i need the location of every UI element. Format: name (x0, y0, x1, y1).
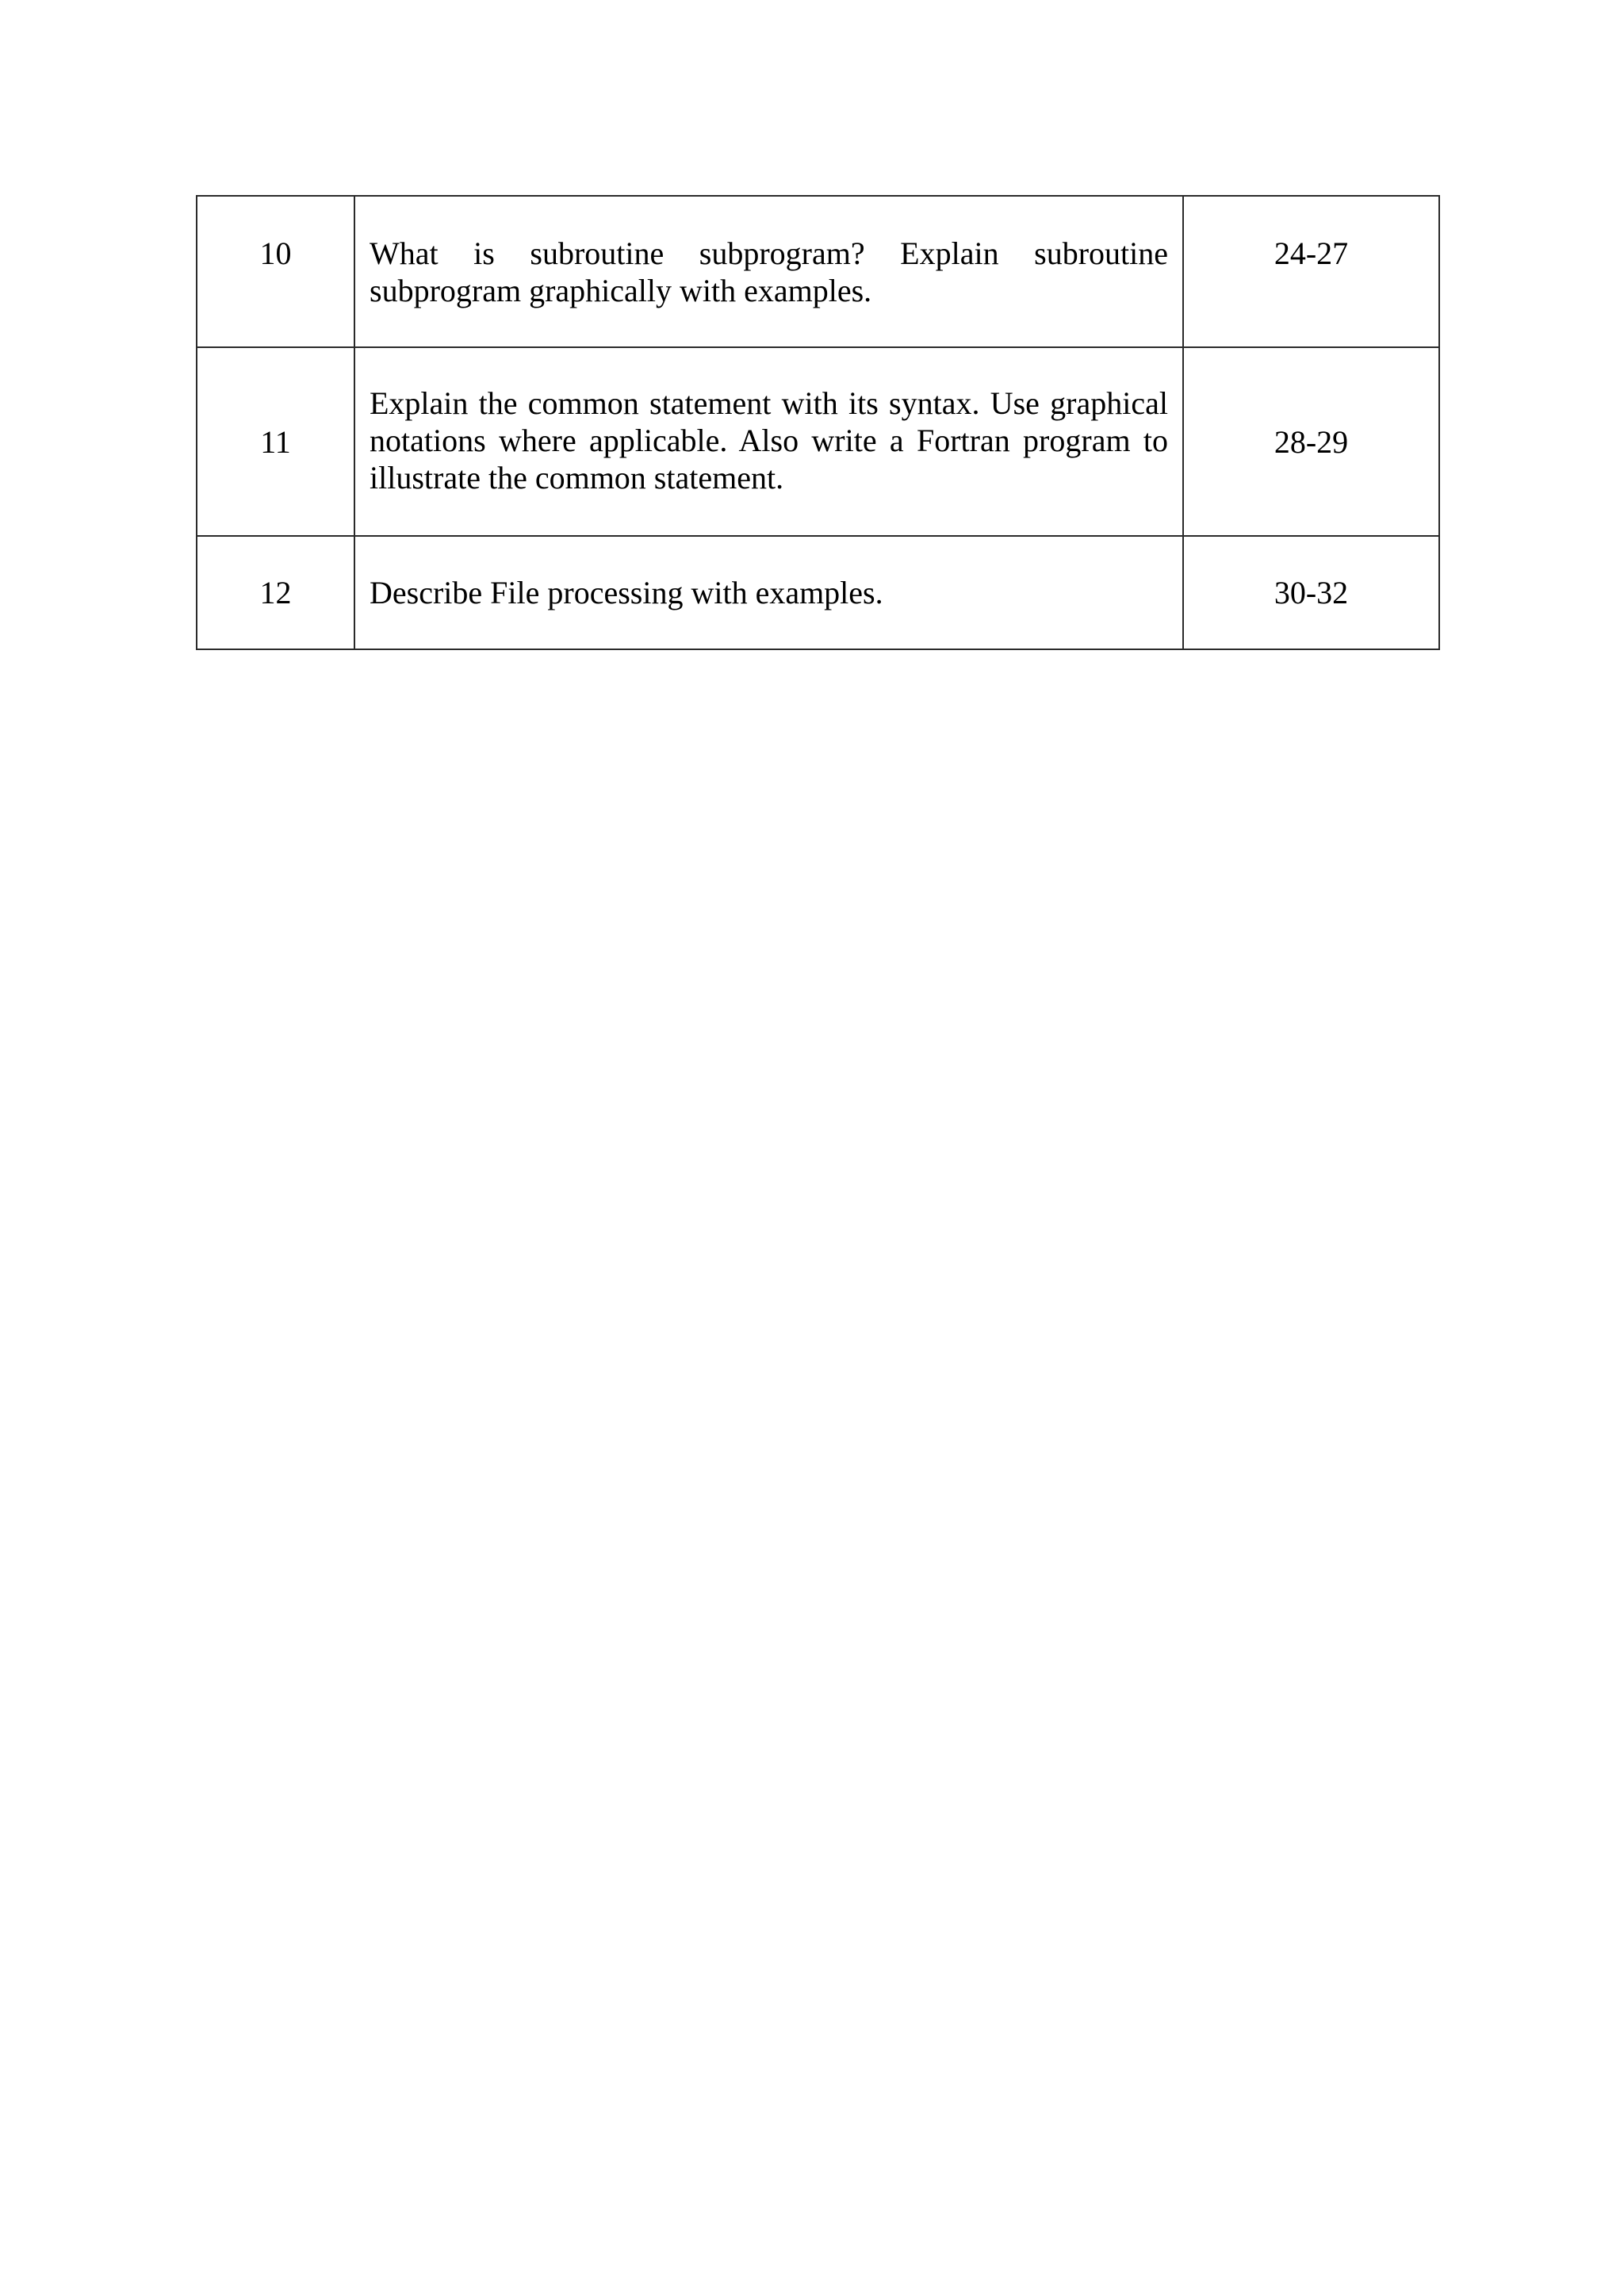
page-range: 30-32 (1183, 536, 1439, 649)
table-row (197, 347, 1439, 536)
page-range: 24-27 (1183, 196, 1439, 347)
question-number: 12 (197, 536, 354, 649)
question-number: 11 (197, 347, 354, 536)
table-row (197, 536, 1439, 649)
question-description: Describe File processing with examples. (354, 536, 1183, 649)
table-row (197, 196, 1439, 347)
contents-table (196, 195, 1440, 650)
question-description: What is subroutine subprogram? Explain subroutine subprogram graphically with examples. (354, 196, 1183, 347)
page-range: 28-29 (1183, 347, 1439, 536)
question-description: Explain the common statement with its syntax. Use graphical notations where applicable. Also write a Fortran program to illustrate the common statement. (354, 347, 1183, 536)
question-number: 10 (197, 196, 354, 347)
